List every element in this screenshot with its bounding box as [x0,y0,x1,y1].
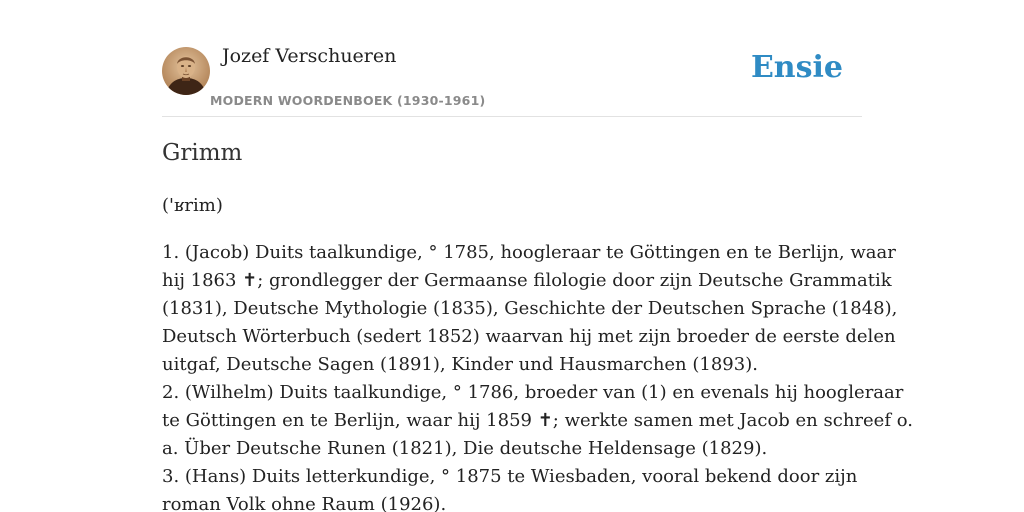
definition-line: hij 1863 ✝; grondlegger der Germaanse filologie door zijn Deutsche Grammatik [162,270,892,291]
definition-line: 2. (Wilhelm) Duits taalkundige, ° 1786, broeder van (1) en evenals hij hoogleraar [162,382,904,403]
definition-line: (1831), Deutsche Mythologie (1835), Geschichte der Deutschen Sprache (1848), [162,298,898,319]
entry-definition [162,239,913,512]
author-name[interactable]: Jozef Verschueren [222,45,397,67]
pronunciation: ('ʁrim) [162,195,223,216]
author-avatar[interactable] [162,47,210,95]
header [162,0,862,117]
entry-title: Grimm [162,140,243,166]
definition-line: roman Volk ohne Raum (1926). [162,494,447,512]
definition-line: uitgaf, Deutsche Sagen (1891), Kinder und Hausmarchen (1893). [162,354,758,375]
source-label[interactable]: MODERN WOORDENBOEK (1930-1961) [210,93,486,108]
definition-line: te Göttingen en te Berlijn, waar hij 1859 ✝; werkte samen met Jacob en schreef o. [162,410,913,431]
definition-line: 3. (Hans) Duits letterkundige, ° 1875 te Wiesbaden, vooral bekend door zijn [162,466,858,487]
definition-line: Deutsch Wörterbuch (sedert 1852) waarvan hij met zijn broeder de eerste delen [162,326,896,347]
definition-line: a. Über Deutsche Runen (1821), Die deutsche Heldensage (1829). [162,438,768,459]
definition-line: 1. (Jacob) Duits taalkundige, ° 1785, hoogleraar te Göttingen en te Berlijn, waar [162,242,896,263]
brand-logo[interactable]: Ensie [750,50,843,85]
